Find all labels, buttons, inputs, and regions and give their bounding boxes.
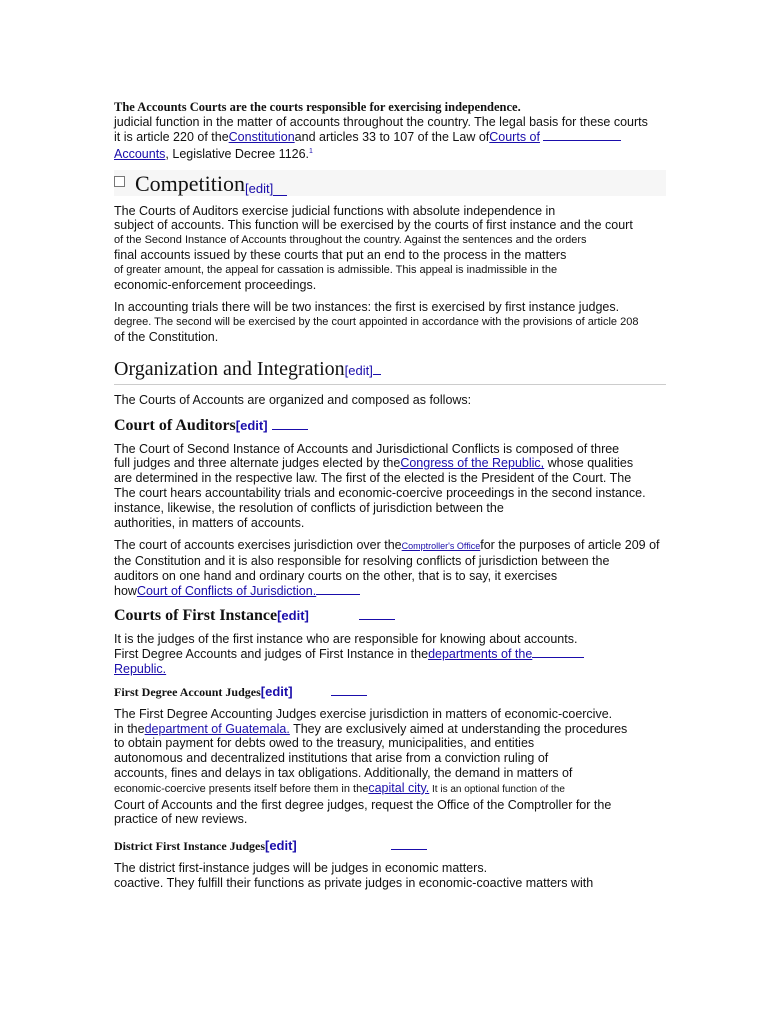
text-line — [114, 662, 666, 677]
constitution-link[interactable]: Constitution — [228, 129, 295, 144]
text-line: The district first-instance judges will be judges in economic matters. — [114, 861, 488, 876]
checkbox-icon[interactable] — [114, 176, 125, 187]
court-of-conflicts-link[interactable]: Court of Conflicts of Jurisdiction. — [136, 583, 317, 598]
footnote-ref[interactable]: 1 — [309, 147, 313, 155]
court-of-auditors-heading: Court of Auditors — [114, 416, 236, 434]
text-line: instance, likewise, the resolution of conflicts of jurisdiction between the — [114, 500, 504, 515]
text-line: Court of Accounts and the first degree judges, request the Office of the Comptroller for the — [114, 797, 612, 812]
intro-section — [114, 100, 666, 162]
first-degree-judges-paragraph — [114, 707, 666, 827]
court-of-auditors-paragraph-2 — [114, 538, 666, 598]
district-judges-heading: District First Instance Judges — [114, 839, 265, 854]
text-line: economic-coercive presents itself before them in thecapital city. It is an optional function of the — [114, 780, 565, 795]
competition-heading-row — [114, 170, 666, 196]
edit-court-of-auditors-link[interactable]: [edit] — [235, 417, 268, 433]
text-line: First Degree Accounts and judges of First Instance in thedepartments of the — [114, 647, 666, 662]
text-line: authorities, in matters of accounts. — [114, 515, 305, 530]
edit-district-judges-link[interactable]: [edit] — [264, 838, 297, 854]
text-line: The Court of Second Instance of Accounts and Jurisdictional Conflicts is composed of three — [114, 441, 620, 456]
text-line: accounts, fines and delays in tax obligations. Additionally, the demand in matters of — [114, 766, 573, 781]
congress-link[interactable]: Congress of the Republic, — [400, 456, 545, 471]
text-line: practice of new reviews. — [114, 812, 248, 827]
article-page — [114, 100, 666, 897]
courts-of-accounts-link[interactable]: Courts of — [489, 129, 540, 144]
link-underline — [316, 584, 360, 595]
accounts-link[interactable]: Accounts — [114, 146, 166, 161]
text-line: It is the judges of the first instance who are responsible for knowing about accounts. — [114, 632, 578, 647]
text-line: howCourt of Conflicts of Jurisdiction. — [114, 584, 666, 599]
text-line: full judges and three alternate judges elected by theCongress of the Republic, whose qualities — [114, 456, 634, 471]
intro-line: it is article 220 of theConstitutionand articles 33 to 107 of the Law ofCourts of — [114, 130, 666, 145]
intro-line: Accounts, Legislative Decree 1126.$^1$ — [114, 146, 313, 161]
text-line: coactive. They fulfill their functions as private judges in economic-coactive matters with — [114, 876, 594, 891]
republic-link[interactable]: Republic. — [114, 662, 167, 677]
text-line: The court of accounts exercises jurisdiction over theComptroller's Officefor the purposes of article 209 of — [114, 538, 660, 553]
text-line: In accounting trials there will be two instances: the first is exercised by first instance judges. — [114, 300, 620, 315]
text-line: final accounts issued by these courts that put an end to the process in the matters — [114, 247, 567, 262]
text-line: degree. The second will be exercised by the court appointed in accordance with the provisions of article 208 — [114, 316, 639, 329]
text-line: economic-enforcement proceedings. — [114, 277, 317, 292]
link-underline — [272, 419, 308, 430]
text-line: subject of accounts. This function will be exercised by the courts of first instance and the court — [114, 218, 633, 233]
link-underline — [532, 647, 584, 658]
text-line: The First Degree Accounting Judges exercise jurisdiction in matters of economic-coercive. — [114, 706, 613, 721]
court-of-auditors-paragraph-1 — [114, 442, 666, 531]
link-underline — [273, 185, 287, 196]
district-judges-paragraph — [114, 861, 666, 891]
organization-intro: The Courts of Accounts are organized and composed as follows: — [114, 392, 472, 407]
intro-line: judicial function in the matter of accounts throughout the country. The legal basis for these courts — [114, 115, 648, 129]
text-line: of the Constitution. — [114, 329, 219, 344]
link-underline — [359, 609, 395, 620]
intro-bold-text: The Accounts Courts are the courts responsible for exercising independence. — [114, 100, 521, 114]
text-line: are determined in the respective law. The first of the elected is the President of the Court. The — [114, 471, 632, 486]
court-of-auditors-heading-row — [114, 416, 666, 436]
courts-first-instance-heading: Courts of First Instance — [114, 607, 278, 625]
edit-first-degree-judges-link[interactable]: [edit] — [260, 683, 293, 699]
departments-link[interactable]: departments of the — [428, 647, 533, 662]
first-degree-judges-heading: First Degree Account Judges — [114, 684, 261, 699]
text-line: of greater amount, the appeal for cassation is admissible. This appeal is inadmissible in the — [114, 263, 558, 276]
capital-city-link[interactable]: capital city. — [368, 780, 430, 795]
text-line: autonomous and decentralized institutions that arise from a conviction ruling of — [114, 751, 549, 766]
district-judges-heading-row — [114, 837, 666, 855]
text-line: in thedepartment of Guatemala. They are exclusively aimed at understanding the procedures — [114, 721, 628, 736]
organization-heading-row — [114, 357, 666, 385]
department-of-guatemala-link[interactable]: department of Guatemala. — [144, 721, 290, 736]
link-underline — [543, 130, 621, 141]
text-line: The court hears accountability trials and economic-coercive proceedings in the second instance. — [114, 485, 646, 500]
edit-courts-first-instance-link[interactable]: [edit] — [277, 608, 309, 624]
edit-competition-link[interactable]: [edit] — [245, 180, 274, 196]
competition-paragraph-1 — [114, 204, 666, 293]
courts-first-instance-heading-row — [114, 606, 666, 626]
organization-heading: Organization and Integration — [114, 357, 345, 380]
text-line: to obtain payment for debts owed to the treasury, municipalities, and entities — [114, 736, 535, 751]
text-line: the Constitution and it is also responsible for resolving conflicts of jurisdiction between the — [114, 554, 610, 569]
link-underline — [373, 364, 381, 375]
text-line: of the Second Instance of Accounts throughout the country. Against the sentences and the orders — [114, 234, 587, 247]
edit-organization-link[interactable]: [edit] — [344, 362, 373, 378]
text-line: The Courts of Auditors exercise judicial functions with absolute independence in — [114, 203, 556, 218]
competition-paragraph-2 — [114, 300, 666, 344]
link-underline — [331, 685, 367, 696]
comptroller-office-link[interactable]: Comptroller's Office — [401, 541, 481, 552]
link-underline — [391, 839, 427, 850]
text-line: auditors on one hand and ordinary courts on the other, that is to say, it exercises — [114, 568, 558, 583]
competition-heading: Competition — [135, 170, 245, 196]
courts-first-instance-paragraph — [114, 632, 666, 676]
first-degree-judges-heading-row — [114, 683, 666, 701]
